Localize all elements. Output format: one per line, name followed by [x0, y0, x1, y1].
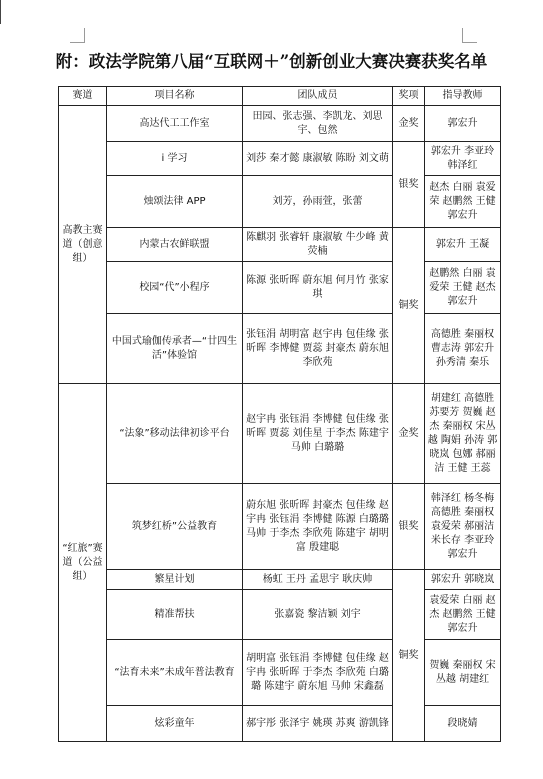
project-cell: 繁星计划 [107, 570, 243, 590]
teacher-cell: 赵杰 白丽 袁爱荣 赵鹏然 王健 郭宏升 [425, 176, 501, 228]
award-cell: 银奖 [393, 484, 425, 570]
crop-mark-top-left [70, 28, 85, 43]
table-row [59, 570, 501, 590]
teacher-cell: 段晓婧 [425, 706, 501, 742]
members-cell: 田园、张志强、李凯龙、刘思宇、包然 [243, 106, 393, 142]
teacher-cell: 郭宏升 郭晓岚 [425, 570, 501, 590]
header-project: 项目名称 [107, 87, 243, 106]
teacher-cell: 赵鹏然 白丽 袁爱荣 王健 赵杰 郭宏升 [425, 262, 501, 314]
members-cell: 刘莎 秦才懿 康淑敏 陈盼 刘文萌 [243, 142, 393, 176]
award-cell: 铜奖 [393, 570, 425, 742]
members-cell: 蔚东旭 张昕晖 封豪杰 包佳缘 赵宇冉 张钰涓 李博健 陈源 白璐璐 马帅 于李杰 李欣苑 陈建宇 胡明富 殷建聪 [243, 484, 393, 570]
header-track: 赛道 [59, 87, 107, 106]
members-cell: 张嘉瓷 黎洁颖 刘宇 [243, 590, 393, 640]
header-award: 奖项 [393, 87, 425, 106]
table-row [59, 228, 501, 262]
text-cursor [0, 0, 1, 24]
award-cell: 银奖 [393, 142, 425, 228]
table-header-row [59, 87, 501, 106]
members-cell: 杨虹 王丹 孟思宇 耿庆帅 [243, 570, 393, 590]
members-cell: 陈源 张昕晖 蔚东旭 何月竹 张家琪 [243, 262, 393, 314]
table-row [59, 706, 501, 742]
header-members: 团队成员 [243, 87, 393, 106]
teacher-cell: 郭宏升 王凝 [425, 228, 501, 262]
project-cell: 炫彩童年 [107, 706, 243, 742]
header-teacher: 指导教师 [425, 87, 501, 106]
project-cell: 校园“代”小程序 [107, 262, 243, 314]
members-cell: 胡明富 张钰涓 李博健 包佳缘 赵宇冉 张昕晖 于李杰 李欣苑 白璐璐 陈建宇 蔚东旭 马帅 宋鑫磊 [243, 640, 393, 706]
table-row [59, 142, 501, 176]
project-cell: 烛颂法律 APP [107, 176, 243, 228]
award-cell: 金奖 [393, 384, 425, 484]
teacher-cell: 袁爱荣 白丽 赵杰 赵鹏然 王健 郭宏升 [425, 590, 501, 640]
teacher-cell: 贺巍 秦丽权 宋丛越 胡建红 [425, 640, 501, 706]
teacher-cell: 郭宏升 李亚玲 韩泽红 [425, 142, 501, 176]
award-cell: 铜奖 [393, 228, 425, 384]
page-title: 附：政法学院第八届“互联网＋”创新创业大赛决赛获奖名单 [55, 52, 488, 71]
project-cell: 中国式瑜伽传承者—“廿四生活”体验馆 [107, 314, 243, 384]
table-row [59, 314, 501, 384]
table-row [59, 176, 501, 228]
members-cell: 陈麒羽 张睿轩 康淑敏 牛少峰 黄荧楠 [243, 228, 393, 262]
track-cell: 高教主赛道（创意组） [59, 106, 107, 384]
table-row [59, 484, 501, 570]
table-row [59, 384, 501, 484]
members-cell: 张钰涓 胡明富 赵宇冉 包佳缘 张昕晖 李博健 贾蕊 封豪杰 蔚东旭 李欣苑 [243, 314, 393, 384]
project-cell: 精准帮扶 [107, 590, 243, 640]
project-cell: 内蒙古农鲜联盟 [107, 228, 243, 262]
table-row [59, 590, 501, 640]
members-cell: 郝宇彤 张泽宇 姚瑛 苏爽 游凯锋 [243, 706, 393, 742]
project-cell: “法育未来”未成年普法教育 [107, 640, 243, 706]
teacher-cell: 胡建红 高德胜 苏要芳 贺巍 赵杰 秦丽权 宋丛越 陶娟 孙涛 郭晓岚 包娜 郝丽洁 王健 王蕊 [425, 384, 501, 484]
table-row [59, 262, 501, 314]
table-row [59, 640, 501, 706]
project-cell: “法象”移动法律初诊平台 [107, 384, 243, 484]
table-row [59, 106, 501, 142]
members-cell: 赵宇冉 张钰涓 李博健 包佳缘 张昕晖 贾蕊 刘佳星 于李杰 陈建宇 马帅 白璐璐 [243, 384, 393, 484]
award-cell: 金奖 [393, 106, 425, 142]
teacher-cell: 郭宏升 [425, 106, 501, 142]
project-cell: 筑梦红桥”公益教育 [107, 484, 243, 570]
crop-mark-top-right [462, 28, 477, 43]
teacher-cell: 韩泽红 杨冬梅 高德胜 秦丽权 袁爱荣 郝丽洁 米长存 李亚玲 郭宏升 [425, 484, 501, 570]
track-cell: “红旅”赛道（公益组） [59, 384, 107, 742]
project-cell: 高达代工工作室 [107, 106, 243, 142]
teacher-cell: 高德胜 秦丽权 曹志涛 郭宏升 孙秀清 秦乐 [425, 314, 501, 384]
members-cell: 刘芳，孙雨萱，张蕾 [243, 176, 393, 228]
award-table [58, 86, 501, 742]
project-cell: i 学习 [107, 142, 243, 176]
